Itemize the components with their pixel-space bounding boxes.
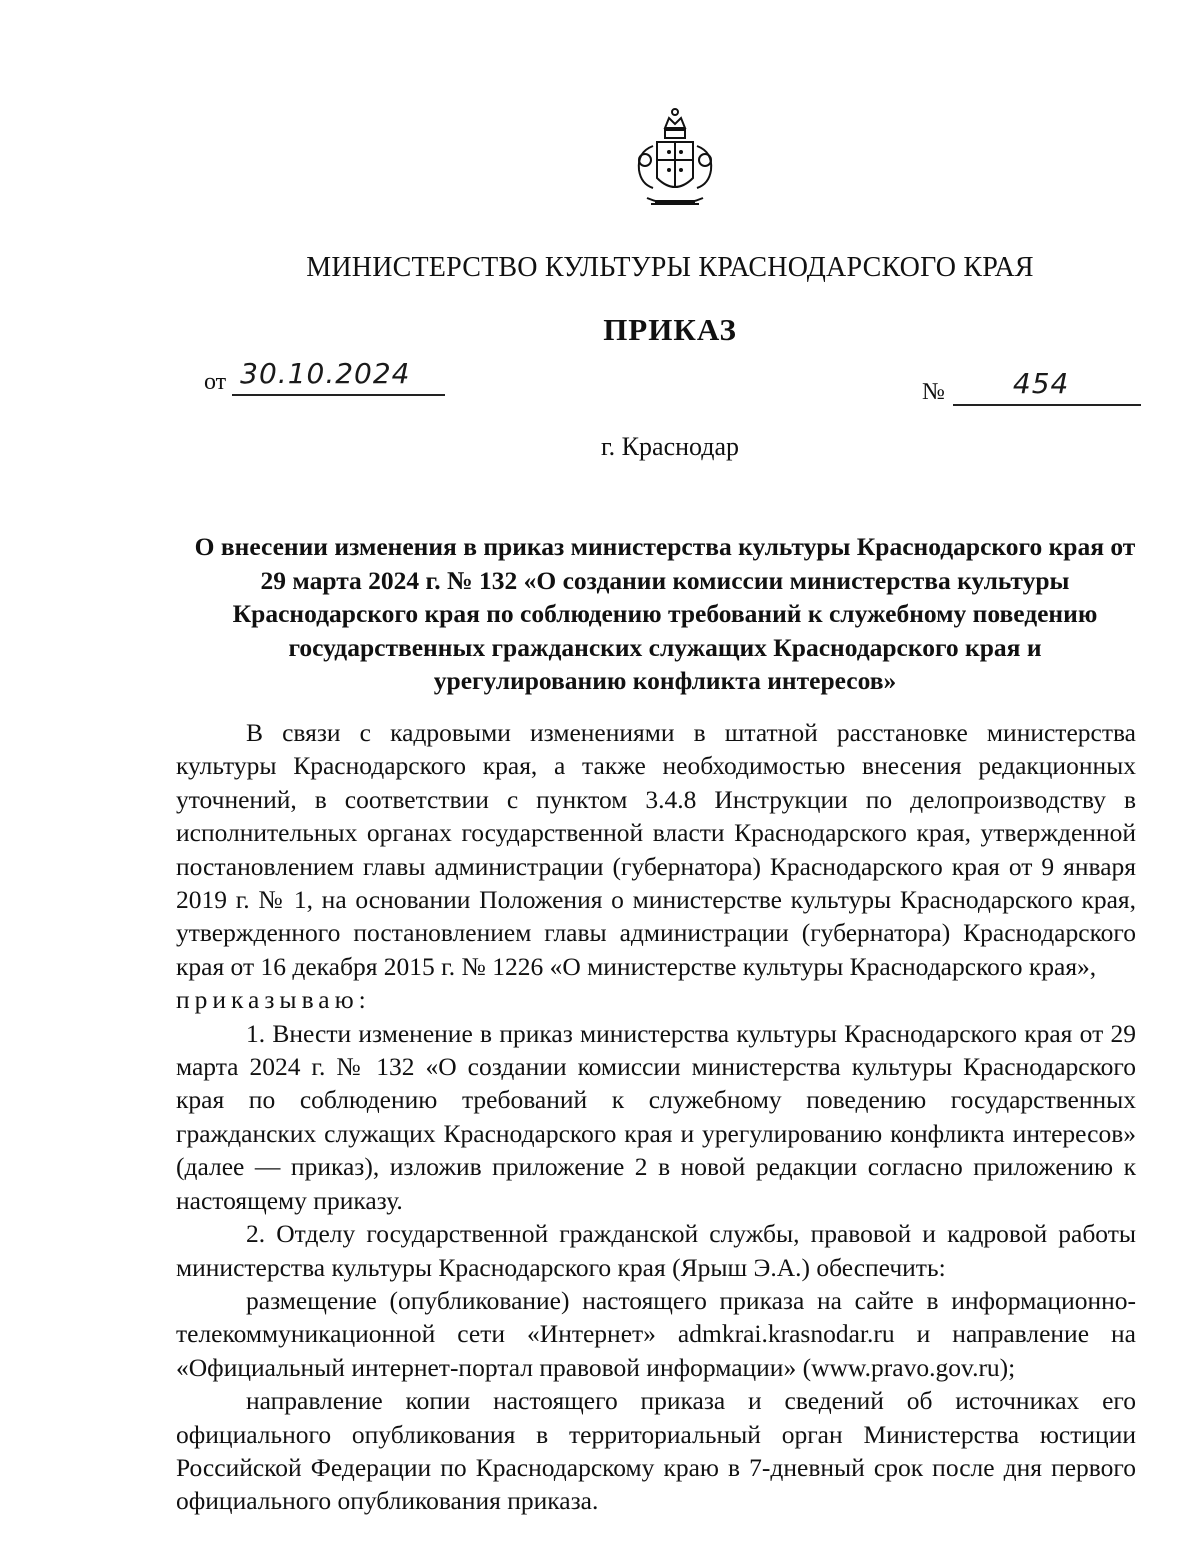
handwritten-date: 30.10.2024 xyxy=(240,357,411,390)
number-prefix: № xyxy=(922,379,945,405)
order-word: приказываю: xyxy=(176,985,371,1015)
document-title: О внесении изменения в приказ министерства культуры Краснодарского края от 29 марта 2024 г. № 132 «О создании комиссии министерства культуры Краснодарского края по соблюдению требований к служебному поведению государственных гражданских служащих Краснодарского края и урегулированию конфликта интересов» xyxy=(194,532,1136,695)
document-body xyxy=(176,716,1136,1518)
city: г. Краснодар xyxy=(600,432,740,461)
order-word-line xyxy=(176,983,1136,1016)
item-2-publication: размещение (опубликование) настоящего приказа на сайте в информационно-телекоммуникационной сети «Интернет» admkrai.krasnodar.ru и направление на «Официальный интернет-портал правовой информации» (www.pravo.gov.ru); xyxy=(176,1285,1136,1382)
ministry-name: МИНИСТЕРСТВО КУЛЬТУРЫ КРАСНОДАРСКОГО КРАЯ xyxy=(306,252,1034,283)
date-underline xyxy=(232,356,445,396)
item-2-ministry-of-justice: направление копии настоящего приказа и сведений об источниках его официального опубликования в территориальный орган Министерства юстиции Российской Федерации по Краснодарскому краю в 7-дневный срок после дня первого официального опубликования приказа. xyxy=(176,1386,1136,1516)
number-field xyxy=(922,366,1141,406)
date-prefix: от xyxy=(204,369,227,395)
item-1: 1. Внести изменение в приказ министерства культуры Краснодарского края от 29 марта 2024 г. № 132 «О создании комиссии министерства культуры Краснодарского края по соблюдению требований к служебному поведению государственных гражданских служащих Краснодарского края и урегулированию конфликта интересов» (далее — приказ), изложив приложение 2 в новой редакции согласно приложению к настоящему приказу. xyxy=(176,1018,1136,1215)
date-field xyxy=(204,356,445,396)
item-2: 2. Отделу государственной гражданской службы, правовой и кадровой работы министерства культуры Краснодарского края (Ярыш Э.А.) обеспечить: xyxy=(176,1219,1136,1282)
number-underline xyxy=(953,366,1141,406)
document-type: ПРИКАЗ xyxy=(603,312,737,347)
preamble-paragraph: В связи с кадровыми изменениями в штатной расстановке министерства культуры Краснодарского края, а также необходимостью внесения редакционных уточнений, в соответствии с пунктом 3.4.8 Инструкции по делопроизводству в исполнительных органах государственной власти Краснодарского края, утвержденной постановлением главы администрации (губернатора) Краснодарского края от 9 января 2019 г. № 1, на основании Положения о министерстве культуры Краснодарского края, утвержденного постановлением главы администрации (губернатора) Краснодарского края от 16 декабря 2015 г. № 1226 «О министерстве культуры Краснодарского края», xyxy=(176,718,1136,981)
coat-of-arms-icon xyxy=(625,100,725,220)
handwritten-number: 454 xyxy=(1012,367,1070,400)
